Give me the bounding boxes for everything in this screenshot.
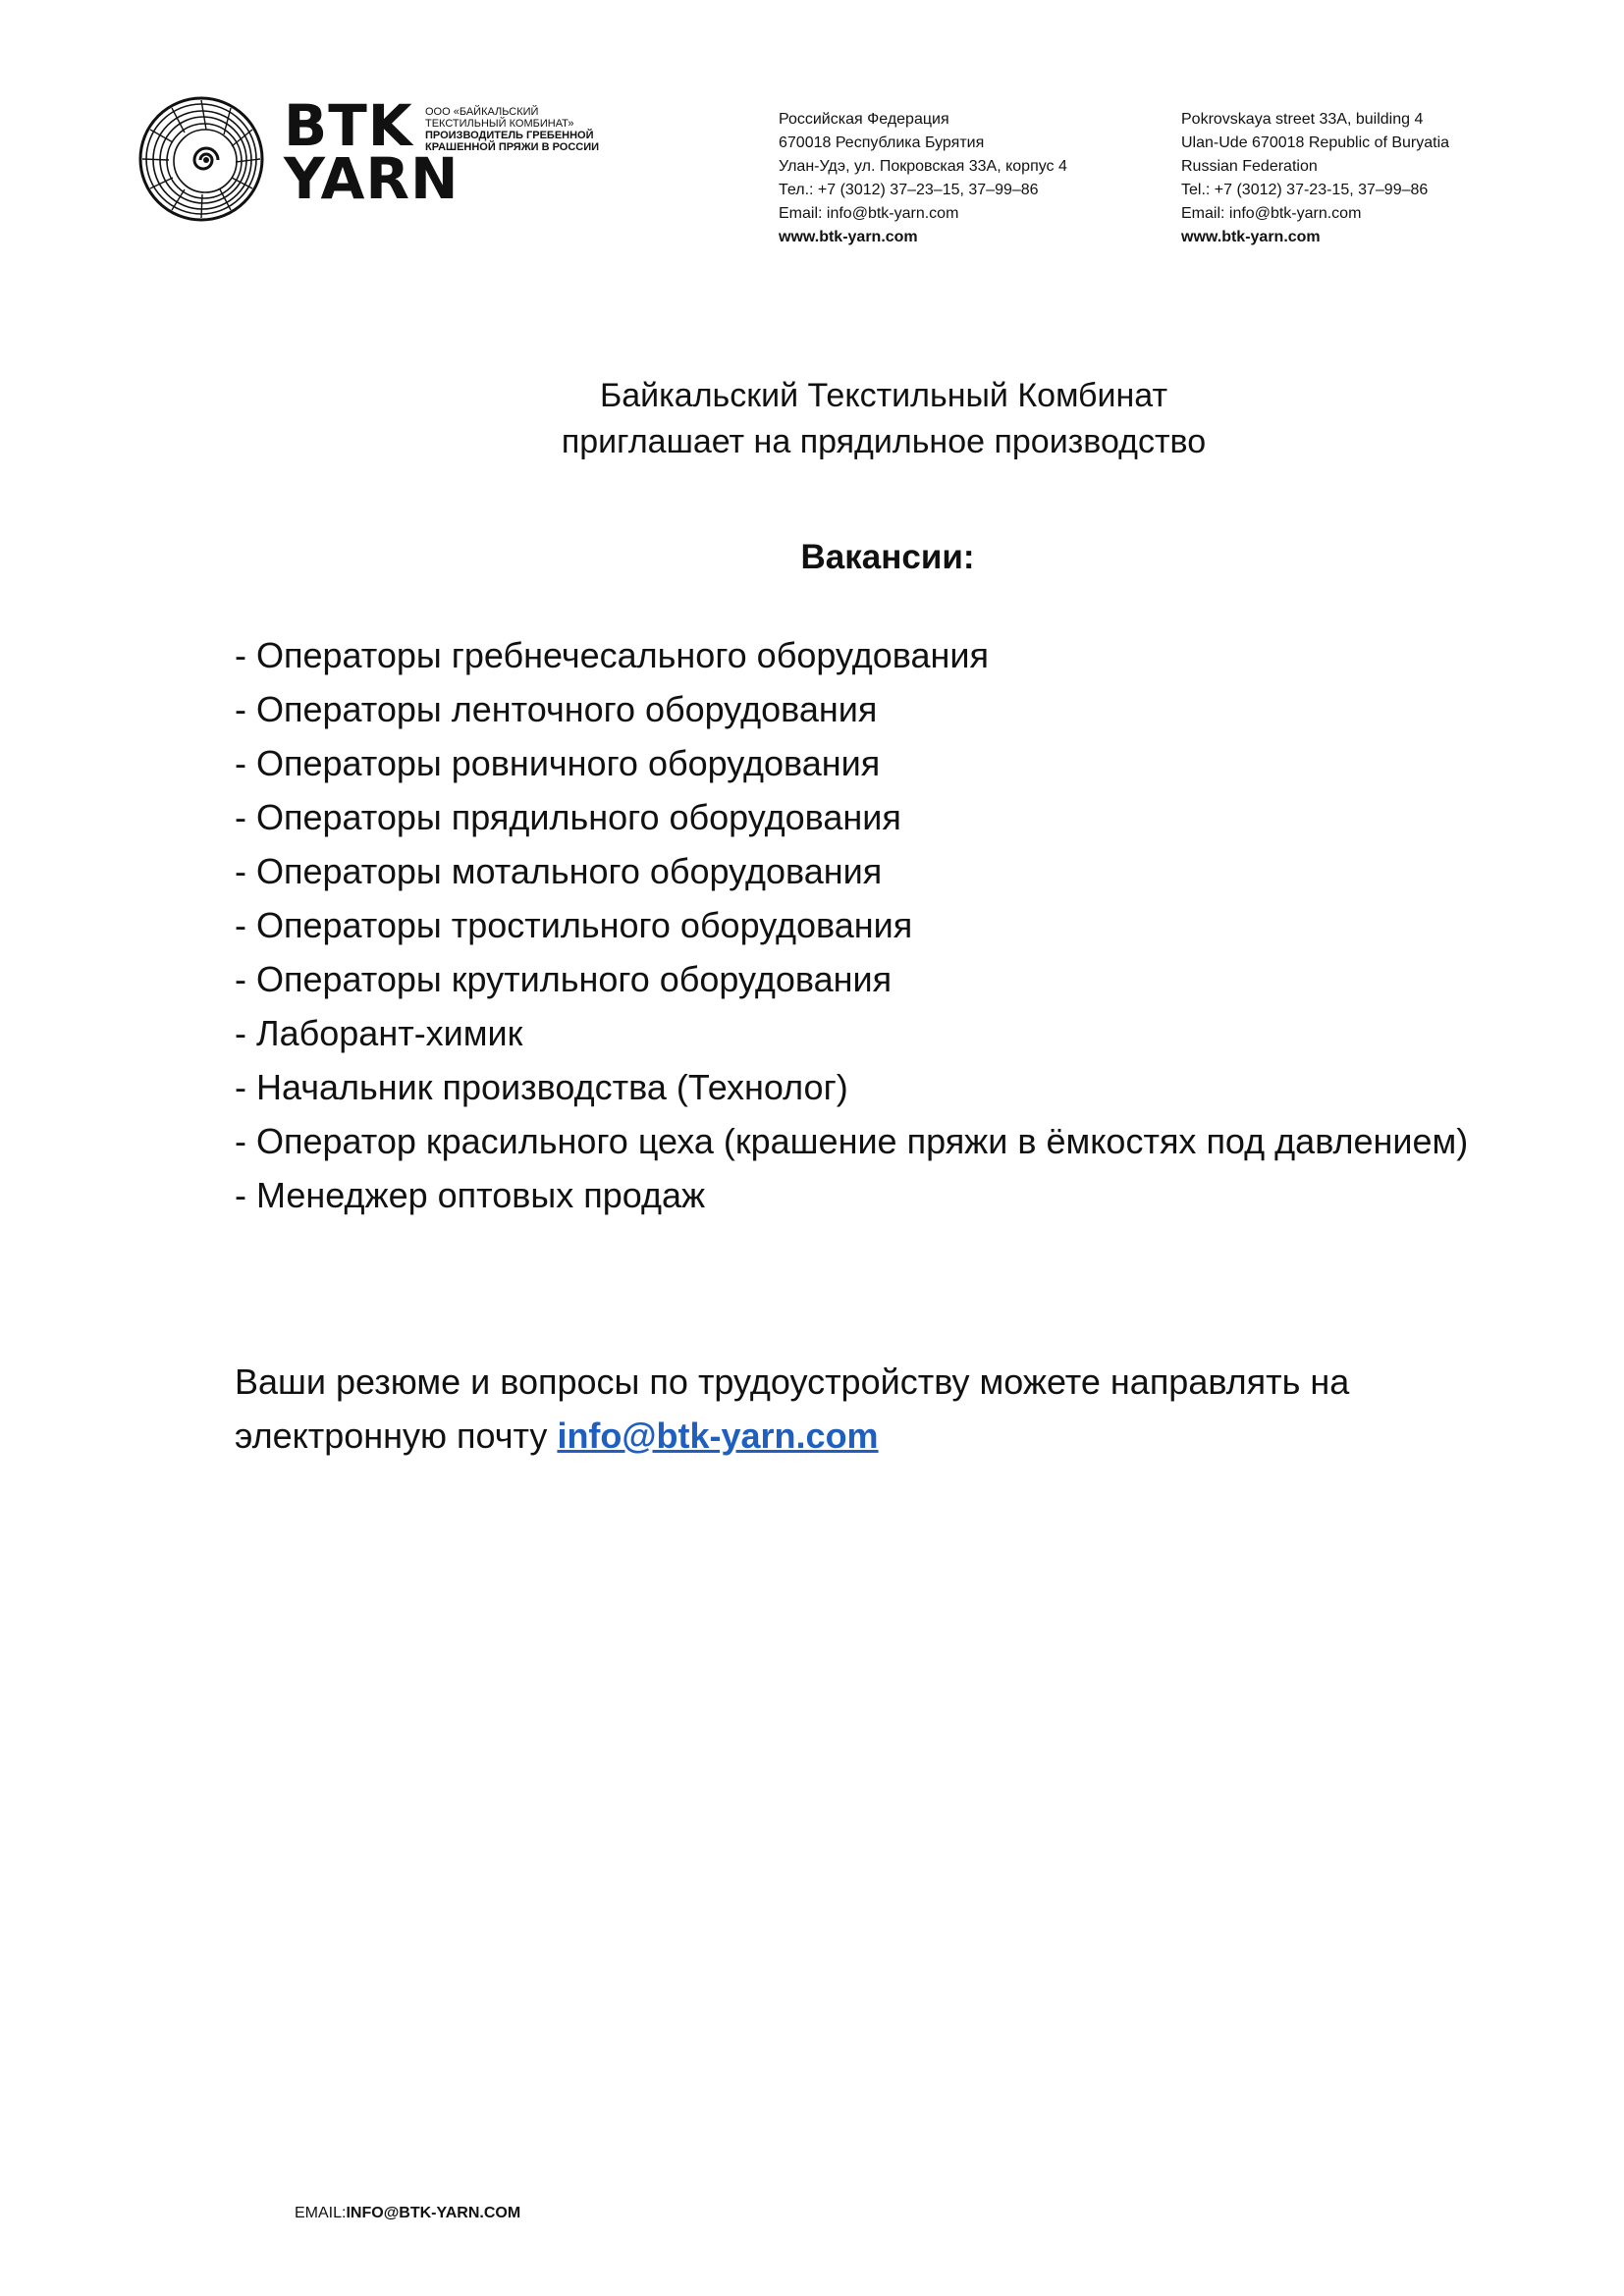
address-en-website[interactable]: www.btk-yarn.com: [1181, 229, 1321, 245]
list-item: - Начальник производства (Технолог): [235, 1067, 848, 1107]
list-item: - Лаборант-химик: [235, 1013, 523, 1053]
address-ru-line-1: Российская Федерация: [779, 111, 949, 128]
footer-email-value[interactable]: INFO@BTK-YARN.COM: [346, 2205, 521, 2221]
vacancies-list: [235, 628, 1531, 1222]
btk-yarn-logo-icon: [137, 95, 265, 223]
address-en-email[interactable]: Email: info@btk-yarn.com: [1181, 205, 1362, 222]
address-en-line-1: Pokrovskaya street 33A, building 4: [1181, 111, 1424, 128]
tagline-line-2: ТЕКСТИЛЬНЫЙ КОМБИНАТ»: [425, 118, 574, 130]
title-line-2: приглашает на прядильное производство: [561, 423, 1207, 460]
tagline-line-1: ООО «БАЙКАЛЬСКИЙ: [425, 106, 539, 118]
tagline-line-3: ПРОИЗВОДИТЕЛЬ ГРЕБЕННОЙ: [425, 130, 594, 141]
list-item: - Операторы прядильного оборудования: [235, 797, 901, 837]
contact-email-link[interactable]: info@btk-yarn.com: [557, 1415, 879, 1456]
list-item: - Оператор красильного цеха (крашение пряжи в ёмкостях под давлением): [235, 1121, 1469, 1161]
footer-email: [295, 2205, 520, 2222]
logo-tagline: [425, 106, 599, 153]
address-russian: [779, 108, 1067, 249]
address-ru-website[interactable]: www.btk-yarn.com: [779, 229, 918, 245]
brand-line-2: YARN: [284, 145, 460, 212]
address-en-line-3: Russian Federation: [1181, 158, 1318, 175]
footer-email-label: EMAIL:: [295, 2205, 347, 2221]
list-item: - Менеджер оптовых продаж: [235, 1175, 706, 1215]
list-item: - Операторы ровничного оборудования: [235, 743, 881, 783]
address-ru-line-3: Улан-Удэ, ул. Покровская 33А, корпус 4: [779, 158, 1067, 175]
list-item: - Операторы ленточного оборудования: [235, 689, 878, 729]
list-item: - Операторы гребнечесального оборудования: [235, 635, 990, 675]
tagline-line-4: КРАШЕННОЙ ПРЯЖИ В РОССИИ: [425, 141, 600, 153]
list-item: - Операторы мотального оборудования: [235, 851, 883, 891]
address-en-line-2: Ulan-Ude 670018 Republic of Buryatia: [1181, 134, 1450, 151]
address-ru-email[interactable]: Email: info@btk-yarn.com: [779, 205, 959, 222]
address-ru-line-2: 670018 Республика Бурятия: [779, 134, 985, 151]
address-ru-phone: Тел.: +7 (3012) 37–23–15, 37–99–86: [779, 182, 1039, 198]
contact-note: [235, 1355, 1531, 1463]
list-item: - Операторы крутильного оборудования: [235, 959, 893, 999]
contact-text: Ваши резюме и вопросы по трудоустройству можете направлять на электронную почту: [235, 1362, 1350, 1456]
address-en-phone: Tel.: +7 (3012) 37-23-15, 37–99–86: [1181, 182, 1429, 198]
address-english: [1181, 108, 1449, 249]
page-title: [0, 373, 1624, 465]
list-item: - Операторы тростильного оборудования: [235, 905, 913, 945]
brand-line-1: BTK: [284, 92, 413, 159]
title-line-1: Байкальский Текстильный Комбинат: [599, 377, 1168, 414]
vacancies-heading: Вакансии:: [800, 538, 975, 576]
